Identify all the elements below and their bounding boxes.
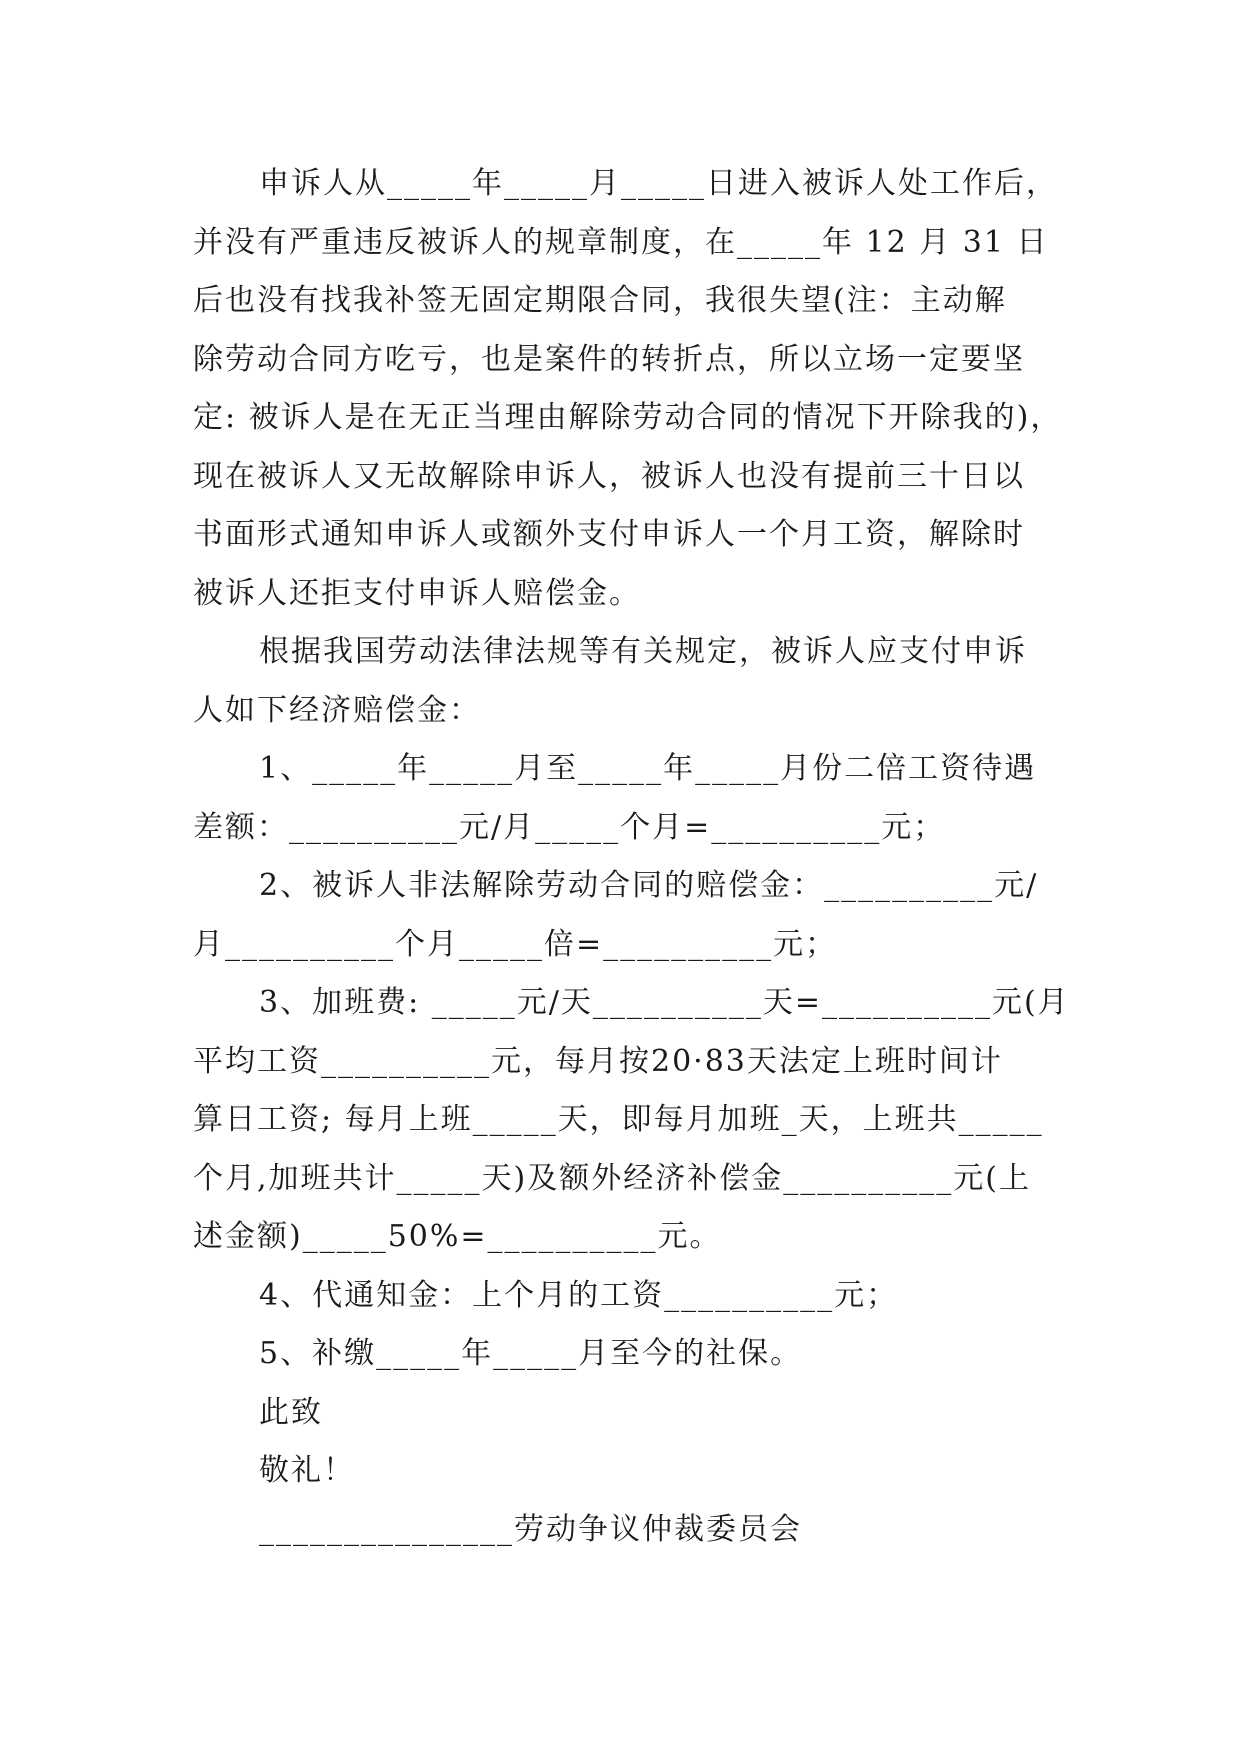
list-item-line: 述金额)_____50%=__________元。 bbox=[193, 1219, 722, 1254]
salutation-line: 敬礼！ bbox=[259, 1453, 355, 1488]
paragraph-line: 除劳动合同方吃亏，也是案件的转折点，所以立场一定要坚 bbox=[193, 341, 1025, 377]
paragraph-line: 并没有严重违反被诉人的规章制度，在_____年 12 月 31 日 bbox=[193, 224, 1049, 260]
list-item-line: 4、代通知金：上个月的工资__________元； bbox=[259, 1277, 899, 1313]
document-body bbox=[193, 155, 1070, 1559]
paragraph-line: 申诉人从_____年_____月_____日进入被诉人处工作后， bbox=[259, 166, 1058, 201]
paragraph-line: 书面形式通知申诉人或额外支付申诉人一个月工资，解除时 bbox=[193, 517, 1025, 552]
paragraph-line: 定: 被诉人是在无正当理由解除劳动合同的情况下开除我的)， bbox=[193, 400, 1063, 435]
paragraph-line: 被诉人还拒支付申诉人赔偿金。 bbox=[193, 575, 641, 611]
list-item-line: 个月,加班共计_____天)及额外经济补偿金__________元(上 bbox=[193, 1160, 1031, 1196]
list-item-line: 5、补缴_____年_____月至今的社保。 bbox=[259, 1336, 803, 1371]
paragraph-line: 根据我国劳动法律法规等有关规定，被诉人应支付申诉 bbox=[259, 634, 1027, 669]
list-item-line: 平均工资__________元，每月按20·83天法定上班时间计 bbox=[193, 1043, 1003, 1079]
recipient-line: _______________劳动争议仲裁委员会 bbox=[259, 1511, 802, 1547]
list-item-line: 2、被诉人非法解除劳动合同的赔偿金：__________元/ bbox=[259, 868, 1039, 903]
paragraph-line: 后也没有找我补签无固定期限合同，我很失望(注：主动解 bbox=[193, 283, 1007, 318]
list-item-line: 1、_____年_____月至_____年_____月份二倍工资待遇 bbox=[259, 751, 1037, 786]
paragraph-line: 现在被诉人又无故解除申诉人，被诉人也没有提前三十日以 bbox=[193, 458, 1025, 494]
list-item-line: 月__________个月_____倍=__________元； bbox=[193, 926, 838, 962]
list-item-line: 3、加班费: _____元/天__________天=__________元(月 bbox=[259, 985, 1070, 1020]
list-item-line: 差额：__________元/月_____个月=__________元； bbox=[193, 809, 946, 845]
paragraph-line: 人如下经济赔偿金： bbox=[193, 692, 481, 728]
list-item-line: 算日工资; 每月上班_____天，即每月加班_天，上班共_____ bbox=[193, 1102, 1044, 1137]
closing-line: 此致 bbox=[259, 1394, 323, 1430]
